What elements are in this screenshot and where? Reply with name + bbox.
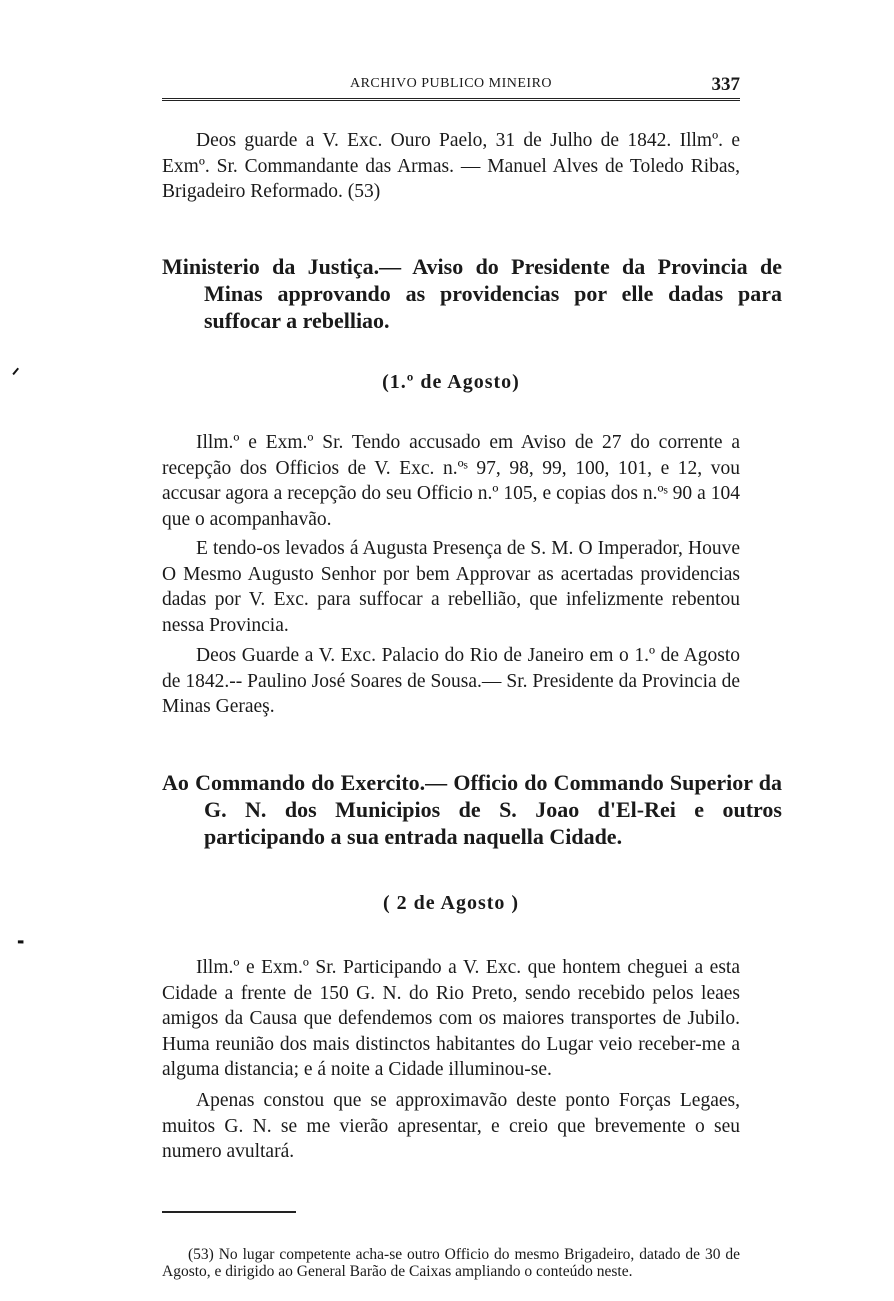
letter-paragraph: Illm.º e Exm.º Sr. Participando a V. Exc. que hontem cheguei a esta Cidade a frente de 150 G. N. do Rio Preto, sendo recebido pelos leaes amigos da Causa que defendemos com os maiores transportes de Jubilo. Huma reunião dos mais distinctos habitantes do Lugar veio receber-me a alguma distancia; e á noite a Cidade illuminou-se. (162, 957, 740, 1080)
page-number: 337 (711, 74, 740, 95)
closing-paragraph: Deos guarde a V. Exc. Ouro Paelo, 31 de Julho de 1842. Illmº. e Exmº. Sr. Commandante das Armas. — Manuel Alves de Toledo Ribas, Brigadeiro Reformado. (53) (162, 130, 740, 202)
margin-mark: ╸ (18, 932, 29, 952)
date-line-agosto-2: ( 2 de Agosto ) (382, 892, 520, 914)
header-rule (162, 98, 740, 105)
footnote-text: (53) No lugar competente acha-se outro Officio do mesmo Brigadeiro, datado de 30 de Agosto, e dirigido ao General Barão de Caixas ampliando o conteúdo neste. (162, 1246, 740, 1280)
section-heading-exercito: Ao Commando do Exercito.— Officio do Commando Superior da G. N. dos Municipios de S. Joao d'El-Rei e outros participando a sua entrada naquella Cidade. (162, 770, 782, 849)
date-line-agosto-1: (1.º de Agosto) (382, 371, 520, 393)
footnote-rule (162, 1211, 296, 1213)
letter-paragraph: Illm.º e Exm.º Sr. Tendo accusado em Aviso de 27 do corrente a recepção dos Officios de V. Exc. n.ºˢ 97, 98, 99, 100, 101, e 12, vou accusar agora a recepção do seu Officio n.º 105, e copias dos n.ºˢ 90 a 104 que o acompanhavão. (162, 432, 740, 530)
running-title: ARCHIVO PUBLICO MINEIRO (349, 76, 553, 91)
letter-paragraph: Deos Guarde a V. Exc. Palacio do Rio de Janeiro em o 1.º de Agosto de 1842.-- Paulino José Soares de Sousa.— Sr. Presidente da Provincia de Minas Geraeş. (162, 645, 740, 717)
footnote (162, 1246, 740, 1280)
letter-paragraph: Apenas constou que se approximavão deste ponto Forças Legaes, muitos G. N. se me vierão apresentar, e creio que brevemente o seu numero avultará. (162, 1090, 740, 1162)
section-heading-justica: Ministerio da Justiça.— Aviso do Presidente da Provincia de Minas approvando as providencias por elle dadas para suffocar a rebelliao. (162, 254, 782, 333)
running-head (162, 72, 740, 100)
letter-paragraph: E tendo-os levados á Augusta Presença de S. M. O Imperador, Houve O Mesmo Augusto Senhor por bem Approvar as acertadas providencias dadas por V. Exc. para suffocar a rebellião, que infelizmente rebentou nessa Provincia. (162, 538, 740, 636)
margin-mark: ᐟ (12, 365, 20, 385)
